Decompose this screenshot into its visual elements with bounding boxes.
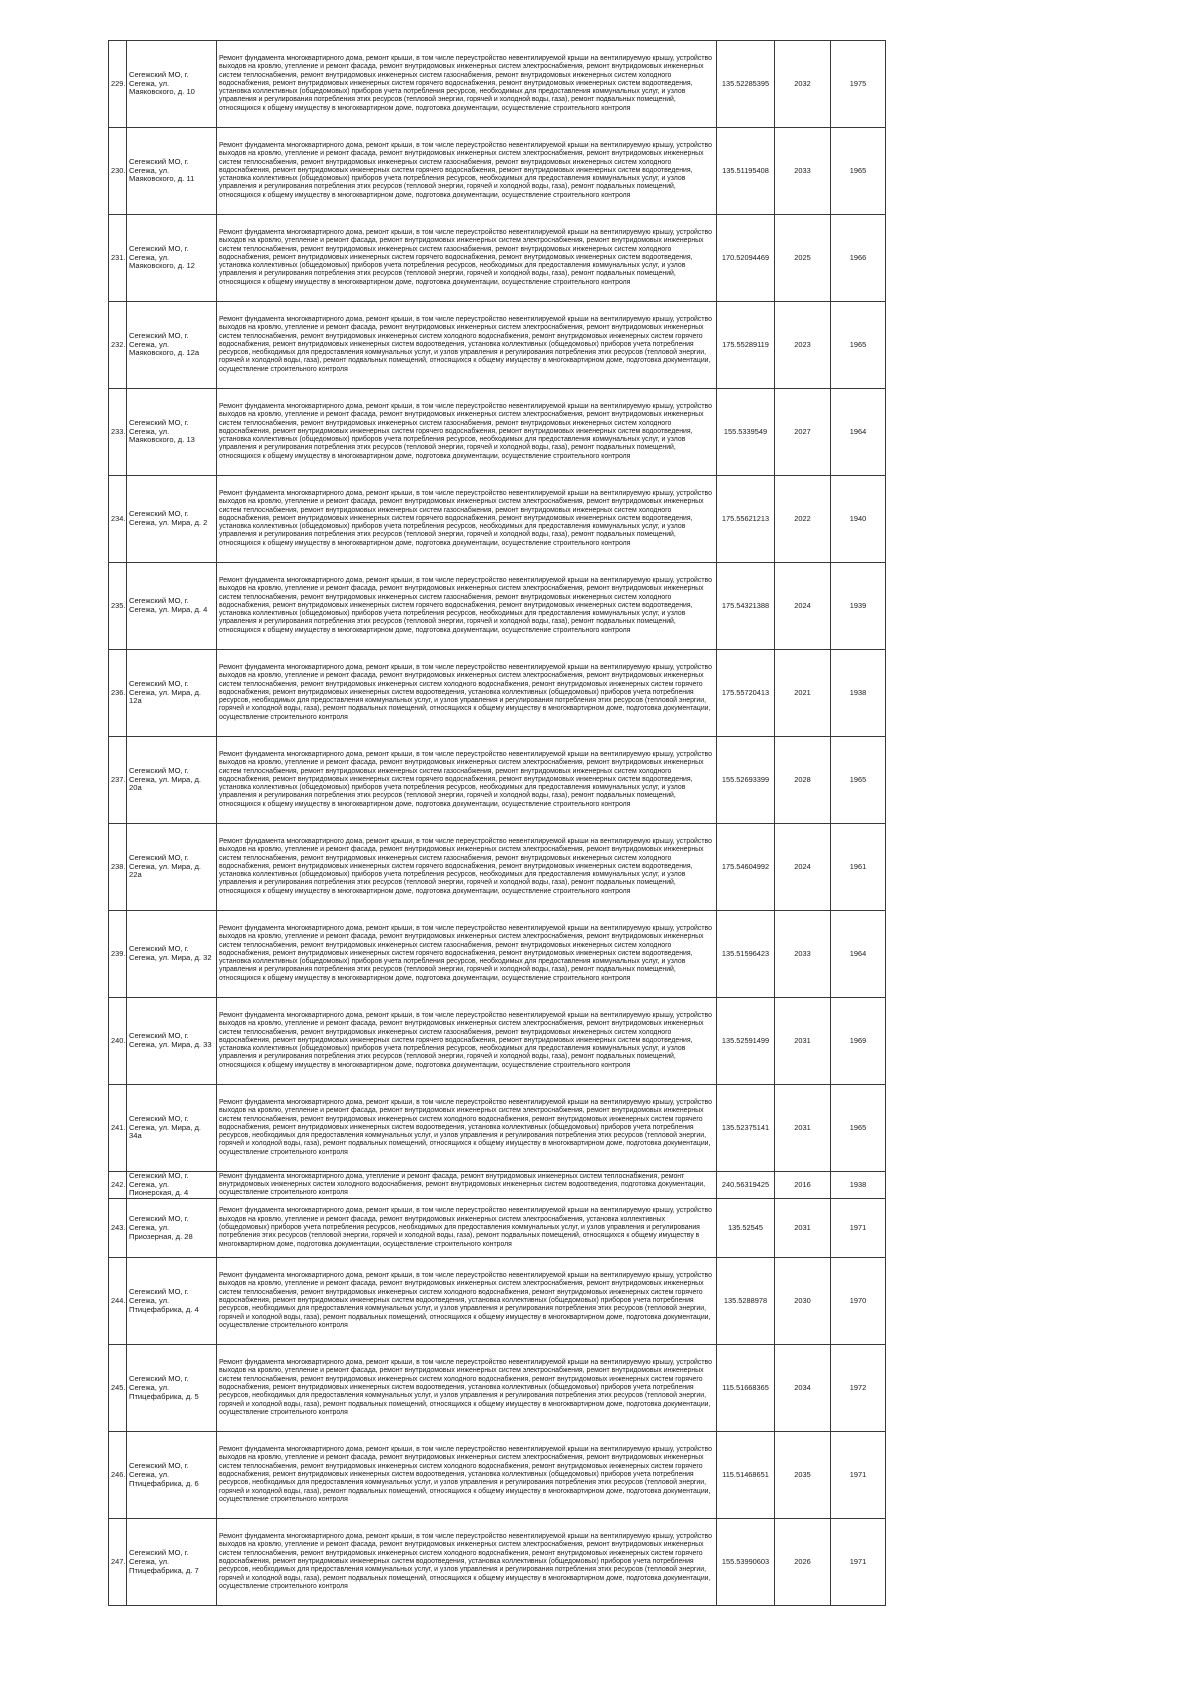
address-cell: Сегежский МО, г. Сегежа, ул. Птицефабрика, д. 5 xyxy=(127,1345,217,1432)
table-row xyxy=(109,389,886,476)
build-year-cell: 1971 xyxy=(831,1432,886,1519)
address-cell: Сегежский МО, г. Сегежа, ул. Маяковского, д. 11 xyxy=(127,128,217,215)
planned-year-cell: 2021 xyxy=(775,650,831,737)
build-year-cell: 1966 xyxy=(831,215,886,302)
row-number: 237. xyxy=(109,737,127,824)
build-year-cell: 1972 xyxy=(831,1345,886,1432)
planned-year-cell: 2016 xyxy=(775,1172,831,1199)
row-number: 243. xyxy=(109,1199,127,1258)
table-row xyxy=(109,563,886,650)
cost-cell: 135.52591499 xyxy=(717,998,775,1085)
cost-cell: 135.52285395 xyxy=(717,41,775,128)
works-cell: Ремонт фундамента многоквартирного дома, ремонт крыши, в том числе переустройство невентилируемой крыши на вентилируемую крышу, устройство выходов на кровлю, утепление и ремонт фасада, ремонт внутридомовых инженерных систем электроснабжения, ремонт внутридомовых инженерных систем теплоснабжения, ремонт внутридомовых инженерных систем холодного водоснабжения, ремонт внутридомовых инженерных систем горячего водоснабжения, ремонт внутридомовых инженерных систем водоотведения, установка коллективных (общедомовых) приборов учета потребления ресурсов, необходимых для предоставления коммунальных услуг, и узлов управления и регулирования потребления этих ресурсов (тепловой энергии, горячей и холодной воды, газа), ремонт подвальных помещений, относящихся к общему имуществу в многоквартирном доме, подготовка документации, осуществление строительного контроля xyxy=(217,1345,717,1432)
cost-cell: 135.52375141 xyxy=(717,1085,775,1172)
table-row xyxy=(109,128,886,215)
address-cell: Сегежский МО, г. Сегежа, ул. Мира, д. 20а xyxy=(127,737,217,824)
build-year-cell: 1965 xyxy=(831,737,886,824)
table-row xyxy=(109,1085,886,1172)
build-year-cell: 1938 xyxy=(831,1172,886,1199)
table-row xyxy=(109,998,886,1085)
planned-year-cell: 2031 xyxy=(775,1085,831,1172)
build-year-cell: 1939 xyxy=(831,563,886,650)
table-row xyxy=(109,215,886,302)
planned-year-cell: 2022 xyxy=(775,476,831,563)
works-cell: Ремонт фундамента многоквартирного дома, ремонт крыши, в том числе переустройство невентилируемой крыши на вентилируемую крышу, устройство выходов на кровлю, утепление и ремонт фасада, ремонт внутридомовых инженерных систем электроснабжения, ремонт внутридомовых инженерных систем теплоснабжения, ремонт внутридомовых инженерных систем холодного водоснабжения, ремонт внутридомовых инженерных систем горячего водоснабжения, ремонт внутридомовых инженерных систем водоотведения, установка коллективных (общедомовых) приборов учета потребления ресурсов, необходимых для предоставления коммунальных услуг, и узлов управления и регулирования потребления этих ресурсов (тепловой энергии, горячей и холодной воды, газа), ремонт подвальных помещений, относящихся к общему имуществу в многоквартирном доме, подготовка документации, осуществление строительного контроля xyxy=(217,1258,717,1345)
table-row xyxy=(109,824,886,911)
address-cell: Сегежский МО, г. Сегежа, ул. Маяковского, д. 10 xyxy=(127,41,217,128)
planned-year-cell: 2027 xyxy=(775,389,831,476)
table-row xyxy=(109,1258,886,1345)
table-row xyxy=(109,1172,886,1199)
planned-year-cell: 2032 xyxy=(775,41,831,128)
cost-cell: 135.52545 xyxy=(717,1199,775,1258)
table-row xyxy=(109,737,886,824)
works-cell: Ремонт фундамента многоквартирного дома, ремонт крыши, в том числе переустройство невентилируемой крыши на вентилируемую крышу, устройство выходов на кровлю, утепление и ремонт фасада, ремонт внутридомовых инженерных систем электроснабжения, ремонт внутридомовых инженерных систем теплоснабжения, ремонт внутридомовых инженерных систем холодного водоснабжения, ремонт внутридомовых инженерных систем горячего водоснабжения, ремонт внутридомовых инженерных систем водоотведения, установка коллективных (общедомовых) приборов учета потребления ресурсов, необходимых для предоставления коммунальных услуг, и узлов управления и регулирования потребления этих ресурсов (тепловой энергии, горячей и холодной воды, газа), ремонт подвальных помещений, относящихся к общему имуществу в многоквартирном доме, подготовка документации, осуществление строительного контроля xyxy=(217,650,717,737)
works-cell: Ремонт фундамента многоквартирного дома, ремонт крыши, в том числе переустройство невентилируемой крыши на вентилируемую крышу, устройство выходов на кровлю, утепление и ремонт фасада, ремонт внутридомовых инженерных систем электроснабжения, ремонт внутридомовых инженерных систем теплоснабжения, ремонт внутридомовых инженерных систем газоснабжения, ремонт внутридомовых инженерных систем холодного водоснабжения, ремонт внутридомовых инженерных систем горячего водоснабжения, ремонт внутридомовых инженерных систем водоотведения, установка коллективных (общедомовых) приборов учета потребления ресурсов, необходимых для предоставления коммунальных услуг, и узлов управления и регулирования потребления этих ресурсов (тепловой энергии, горячей и холодной воды, газа), ремонт подвальных помещений, относящихся к общему имуществу в многоквартирном доме, подготовка документации, осуществление строительного контроля xyxy=(217,911,717,998)
works-cell: Ремонт фундамента многоквартирного дома, ремонт крыши, в том числе переустройство невентилируемой крыши на вентилируемую крышу, устройство выходов на кровлю, утепление и ремонт фасада, ремонт внутридомовых инженерных систем электроснабжения, ремонт внутридомовых инженерных систем теплоснабжения, ремонт внутридомовых инженерных систем газоснабжения, ремонт внутридомовых инженерных систем холодного водоснабжения, ремонт внутридомовых инженерных систем горячего водоснабжения, ремонт внутридомовых инженерных систем водоотведения, установка коллективных (общедомовых) приборов учета потребления ресурсов, необходимых для предоставления коммунальных услуг, и узлов управления и регулирования потребления этих ресурсов (тепловой энергии, горячей и холодной воды, газа), ремонт подвальных помещений, относящихся к общему имуществу в многоквартирном доме, подготовка документации, осуществление строительного контроля xyxy=(217,998,717,1085)
cost-cell: 115.51668365 xyxy=(717,1345,775,1432)
cost-cell: 155.52693399 xyxy=(717,737,775,824)
row-number: 230. xyxy=(109,128,127,215)
table-row xyxy=(109,911,886,998)
planned-year-cell: 2026 xyxy=(775,1519,831,1606)
planned-year-cell: 2023 xyxy=(775,302,831,389)
row-number: 242. xyxy=(109,1172,127,1199)
cost-cell: 155.53990603 xyxy=(717,1519,775,1606)
cost-cell: 115.51468651 xyxy=(717,1432,775,1519)
works-cell: Ремонт фундамента многоквартирного дома, ремонт крыши, в том числе переустройство невентилируемой крыши на вентилируемую крышу, устройство выходов на кровлю, утепление и ремонт фасада, ремонт внутридомовых инженерных систем электроснабжения, ремонт внутридомовых инженерных систем теплоснабжения, ремонт внутридомовых инженерных систем газоснабжения, ремонт внутридомовых инженерных систем холодного водоснабжения, ремонт внутридомовых инженерных систем горячего водоснабжения, ремонт внутридомовых инженерных систем водоотведения, установка коллективных (общедомовых) приборов учета потребления ресурсов, необходимых для предоставления коммунальных услуг, и узлов управления и регулирования потребления этих ресурсов (тепловой энергии, горячей и холодной воды, газа), ремонт подвальных помещений, относящихся к общему имуществу в многоквартирном доме, подготовка документации, осуществление строительного контроля xyxy=(217,563,717,650)
cost-cell: 135.5288978 xyxy=(717,1258,775,1345)
planned-year-cell: 2031 xyxy=(775,1199,831,1258)
planned-year-cell: 2028 xyxy=(775,737,831,824)
works-cell: Ремонт фундамента многоквартирного дома, ремонт крыши, в том числе переустройство невентилируемой крыши на вентилируемую крышу, устройство выходов на кровлю, утепление и ремонт фасада, ремонт внутридомовых инженерных систем электроснабжения, ремонт внутридомовых инженерных систем теплоснабжения, ремонт внутридомовых инженерных систем газоснабжения, ремонт внутридомовых инженерных систем холодного водоснабжения, ремонт внутридомовых инженерных систем горячего водоснабжения, ремонт внутридомовых инженерных систем водоотведения, установка коллективных (общедомовых) приборов учета потребления ресурсов, необходимых для предоставления коммунальных услуг, и узлов управления и регулирования потребления этих ресурсов (тепловой энергии, горячей и холодной воды, газа), ремонт подвальных помещений, относящихся к общему имуществу в многоквартирном доме, подготовка документации, осуществление строительного контроля xyxy=(217,476,717,563)
planned-year-cell: 2030 xyxy=(775,1258,831,1345)
build-year-cell: 1971 xyxy=(831,1199,886,1258)
row-number: 246. xyxy=(109,1432,127,1519)
cost-cell: 175.55720413 xyxy=(717,650,775,737)
build-year-cell: 1969 xyxy=(831,998,886,1085)
table-row xyxy=(109,1432,886,1519)
planned-year-cell: 2031 xyxy=(775,998,831,1085)
table-row xyxy=(109,1519,886,1606)
planned-year-cell: 2024 xyxy=(775,824,831,911)
row-number: 241. xyxy=(109,1085,127,1172)
works-cell: Ремонт фундамента многоквартирного дома, ремонт крыши, в том числе переустройство невентилируемой крыши на вентилируемую крышу, устройство выходов на кровлю, утепление и ремонт фасада, ремонт внутридомовых инженерных систем электроснабжения, ремонт внутридомовых инженерных систем теплоснабжения, ремонт внутридомовых инженерных систем газоснабжения, ремонт внутридомовых инженерных систем холодного водоснабжения, ремонт внутридомовых инженерных систем горячего водоснабжения, ремонт внутридомовых инженерных систем водоотведения, установка коллективных (общедомовых) приборов учета потребления ресурсов, необходимых для предоставления коммунальных услуг, и узлов управления и регулирования потребления этих ресурсов (тепловой энергии, горячей и холодной воды, газа), ремонт подвальных помещений, относящихся к общему имуществу в многоквартирном доме, подготовка документации, осуществление строительного контроля xyxy=(217,824,717,911)
planned-year-cell: 2024 xyxy=(775,563,831,650)
planned-year-cell: 2025 xyxy=(775,215,831,302)
table-row xyxy=(109,302,886,389)
works-cell: Ремонт фундамента многоквартирного дома, ремонт крыши, в том числе переустройство невентилируемой крыши на вентилируемую крышу, устройство выходов на кровлю, утепление и ремонт фасада, ремонт внутридомовых инженерных систем электроснабжения, ремонт внутридомовых инженерных систем теплоснабжения, ремонт внутридомовых инженерных систем газоснабжения, ремонт внутридомовых инженерных систем холодного водоснабжения, ремонт внутридомовых инженерных систем горячего водоснабжения, ремонт внутридомовых инженерных систем водоотведения, установка коллективных (общедомовых) приборов учета потребления ресурсов, необходимых для предоставления коммунальных услуг, и узлов управления и регулирования потребления этих ресурсов (тепловой энергии, горячей и холодной воды, газа), ремонт подвальных помещений, относящихся к общему имуществу в многоквартирном доме, подготовка документации, осуществление строительного контроля xyxy=(217,128,717,215)
table-row xyxy=(109,650,886,737)
cost-cell: 175.54604992 xyxy=(717,824,775,911)
planned-year-cell: 2035 xyxy=(775,1432,831,1519)
build-year-cell: 1940 xyxy=(831,476,886,563)
works-cell: Ремонт фундамента многоквартирного дома, ремонт крыши, в том числе переустройство невентилируемой крыши на вентилируемую крышу, устройство выходов на кровлю, утепление и ремонт фасада, ремонт внутридомовых инженерных систем электроснабжения, ремонт внутридомовых инженерных систем теплоснабжения, ремонт внутридомовых инженерных систем газоснабжения, ремонт внутридомовых инженерных систем холодного водоснабжения, ремонт внутридомовых инженерных систем горячего водоснабжения, ремонт внутридомовых инженерных систем водоотведения, установка коллективных (общедомовых) приборов учета потребления ресурсов, необходимых для предоставления коммунальных услуг, и узлов управления и регулирования потребления этих ресурсов (тепловой энергии, горячей и холодной воды, газа), ремонт подвальных помещений, относящихся к общему имуществу в многоквартирном доме, подготовка документации, осуществление строительного контроля xyxy=(217,41,717,128)
table-row xyxy=(109,41,886,128)
row-number: 236. xyxy=(109,650,127,737)
build-year-cell: 1965 xyxy=(831,128,886,215)
works-cell: Ремонт фундамента многоквартирного дома, ремонт крыши, в том числе переустройство невентилируемой крыши на вентилируемую крышу, устройство выходов на кровлю, утепление и ремонт фасада, ремонт внутридомовых инженерных систем электроснабжения, ремонт внутридомовых инженерных систем теплоснабжения, ремонт внутридомовых инженерных систем газоснабжения, ремонт внутридомовых инженерных систем холодного водоснабжения, ремонт внутридомовых инженерных систем горячего водоснабжения, ремонт внутридомовых инженерных систем водоотведения, установка коллективных (общедомовых) приборов учета потребления ресурсов, необходимых для предоставления коммунальных услуг, и узлов управления и регулирования потребления этих ресурсов (тепловой энергии, горячей и холодной воды, газа), ремонт подвальных помещений, относящихся к общему имуществу в многоквартирном доме, подготовка документации, осуществление строительного контроля xyxy=(217,215,717,302)
row-number: 240. xyxy=(109,998,127,1085)
planned-year-cell: 2034 xyxy=(775,1345,831,1432)
row-number: 233. xyxy=(109,389,127,476)
address-cell: Сегежский МО, г. Сегежа, ул. Мира, д. 22а xyxy=(127,824,217,911)
address-cell: Сегежский МО, г. Сегежа, ул. Пионерская, д. 4 xyxy=(127,1172,217,1199)
address-cell: Сегежский МО, г. Сегежа, ул. Мира, д. 34а xyxy=(127,1085,217,1172)
address-cell: Сегежский МО, г. Сегежа, ул. Птицефабрика, д. 7 xyxy=(127,1519,217,1606)
row-number: 245. xyxy=(109,1345,127,1432)
works-cell: Ремонт фундамента многоквартирного дома, ремонт крыши, в том числе переустройство невентилируемой крыши на вентилируемую крышу, устройство выходов на кровлю, утепление и ремонт фасада, ремонт внутридомовых инженерных систем электроснабжения, ремонт внутридомовых инженерных систем теплоснабжения, ремонт внутридомовых инженерных систем холодного водоснабжения, ремонт внутридомовых инженерных систем горячего водоснабжения, ремонт внутридомовых инженерных систем водоотведения, установка коллективных (общедомовых) приборов учета потребления ресурсов, необходимых для предоставления коммунальных услуг, и узлов управления и регулирования потребления этих ресурсов (тепловой энергии, горячей и холодной воды, газа), ремонт подвальных помещений, относящихся к общему имуществу в многоквартирном доме, подготовка документации, осуществление строительного контроля xyxy=(217,1432,717,1519)
cost-cell: 240.56319425 xyxy=(717,1172,775,1199)
build-year-cell: 1970 xyxy=(831,1258,886,1345)
table-row xyxy=(109,1345,886,1432)
build-year-cell: 1965 xyxy=(831,1085,886,1172)
planned-year-cell: 2033 xyxy=(775,128,831,215)
build-year-cell: 1975 xyxy=(831,41,886,128)
row-number: 229. xyxy=(109,41,127,128)
address-cell: Сегежский МО, г. Сегежа, ул. Птицефабрика, д. 4 xyxy=(127,1258,217,1345)
cost-cell: 135.51596423 xyxy=(717,911,775,998)
row-number: 238. xyxy=(109,824,127,911)
table-body xyxy=(109,41,886,1606)
works-cell: Ремонт фундамента многоквартирного дома, ремонт крыши, в том числе переустройство невентилируемой крыши на вентилируемую крышу, устройство выходов на кровлю, утепление и ремонт фасада, ремонт внутридомовых инженерных систем электроснабжения, установка коллективных (общедомовых) приборов учета потребления ресурсов, необходимых для предоставления коммунальных услуг, и узлов управления и регулирования потребления этих ресурсов (тепловой энергии, горячей и холодной воды, газа), ремонт подвальных помещений, относящихся к общему имуществу в многоквартирном доме, подготовка документации, осуществление строительного контроля xyxy=(217,1199,717,1258)
row-number: 244. xyxy=(109,1258,127,1345)
works-cell: Ремонт фундамента многоквартирного дома, утепление и ремонт фасада, ремонт внутридомовых инженерных систем теплоснабжения, ремонт внутридомовых инженерных систем холодного водоснабжения, ремонт внутридомовых инженерных систем водоотведения, подготовка документации, осуществление строительного контроля xyxy=(217,1172,717,1199)
cost-cell: 175.54321388 xyxy=(717,563,775,650)
row-number: 247. xyxy=(109,1519,127,1606)
works-cell: Ремонт фундамента многоквартирного дома, ремонт крыши, в том числе переустройство невентилируемой крыши на вентилируемую крышу, устройство выходов на кровлю, утепление и ремонт фасада, ремонт внутридомовых инженерных систем электроснабжения, ремонт внутридомовых инженерных систем теплоснабжения, ремонт внутридомовых инженерных систем газоснабжения, ремонт внутридомовых инженерных систем холодного водоснабжения, ремонт внутридомовых инженерных систем горячего водоснабжения, ремонт внутридомовых инженерных систем водоотведения, установка коллективных (общедомовых) приборов учета потребления ресурсов, необходимых для предоставления коммунальных услуг, и узлов управления и регулирования потребления этих ресурсов (тепловой энергии, горячей и холодной воды, газа), ремонт подвальных помещений, относящихся к общему имуществу в многоквартирном доме, подготовка документации, осуществление строительного контроля xyxy=(217,737,717,824)
address-cell: Сегежский МО, г. Сегежа, ул. Мира, д. 2 xyxy=(127,476,217,563)
address-cell: Сегежский МО, г. Сегежа, ул. Приозерная, д. 28 xyxy=(127,1199,217,1258)
address-cell: Сегежский МО, г. Сегежа, ул. Маяковского, д. 13 xyxy=(127,389,217,476)
cost-cell: 170.52094469 xyxy=(717,215,775,302)
address-cell: Сегежский МО, г. Сегежа, ул. Мира, д. 33 xyxy=(127,998,217,1085)
address-cell: Сегежский МО, г. Сегежа, ул. Птицефабрика, д. 6 xyxy=(127,1432,217,1519)
address-cell: Сегежский МО, г. Сегежа, ул. Мира, д. 4 xyxy=(127,563,217,650)
address-cell: Сегежский МО, г. Сегежа, ул. Маяковского, д. 12а xyxy=(127,302,217,389)
works-cell: Ремонт фундамента многоквартирного дома, ремонт крыши, в том числе переустройство невентилируемой крыши на вентилируемую крышу, устройство выходов на кровлю, утепление и ремонт фасада, ремонт внутридомовых инженерных систем электроснабжения, ремонт внутридомовых инженерных систем теплоснабжения, ремонт внутридомовых инженерных систем холодного водоснабжения, ремонт внутридомовых инженерных систем горячего водоснабжения, ремонт внутридомовых инженерных систем водоотведения, установка коллективных (общедомовых) приборов учета потребления ресурсов, необходимых для предоставления коммунальных услуг, и узлов управления и регулирования потребления этих ресурсов (тепловой энергии, горячей и холодной воды, газа), ремонт подвальных помещений, относящихся к общему имуществу в многоквартирном доме, подготовка документации, осуществление строительного контроля xyxy=(217,302,717,389)
build-year-cell: 1938 xyxy=(831,650,886,737)
works-cell: Ремонт фундамента многоквартирного дома, ремонт крыши, в том числе переустройство невентилируемой крыши на вентилируемую крышу, устройство выходов на кровлю, утепление и ремонт фасада, ремонт внутридомовых инженерных систем электроснабжения, ремонт внутридомовых инженерных систем теплоснабжения, ремонт внутридомовых инженерных систем холодного водоснабжения, ремонт внутридомовых инженерных систем горячего водоснабжения, ремонт внутридомовых инженерных систем водоотведения, установка коллективных (общедомовых) приборов учета потребления ресурсов, необходимых для предоставления коммунальных услуг, и узлов управления и регулирования потребления этих ресурсов (тепловой энергии, горячей и холодной воды, газа), ремонт подвальных помещений, относящихся к общему имуществу в многоквартирном доме, подготовка документации, осуществление строительного контроля xyxy=(217,1085,717,1172)
works-cell: Ремонт фундамента многоквартирного дома, ремонт крыши, в том числе переустройство невентилируемой крыши на вентилируемую крышу, устройство выходов на кровлю, утепление и ремонт фасада, ремонт внутридомовых инженерных систем электроснабжения, ремонт внутридомовых инженерных систем теплоснабжения, ремонт внутридомовых инженерных систем холодного водоснабжения, ремонт внутридомовых инженерных систем горячего водоснабжения, ремонт внутридомовых инженерных систем водоотведения, установка коллективных (общедомовых) приборов учета потребления ресурсов, необходимых для предоставления коммунальных услуг, и узлов управления и регулирования потребления этих ресурсов (тепловой энергии, горячей и холодной воды, газа), ремонт подвальных помещений, относящихся к общему имуществу в многоквартирном доме, подготовка документации, осуществление строительного контроля xyxy=(217,1519,717,1606)
cost-cell: 155.5339549 xyxy=(717,389,775,476)
address-cell: Сегежский МО, г. Сегежа, ул. Маяковского, д. 12 xyxy=(127,215,217,302)
works-cell: Ремонт фундамента многоквартирного дома, ремонт крыши, в том числе переустройство невентилируемой крыши на вентилируемую крышу, устройство выходов на кровлю, утепление и ремонт фасада, ремонт внутридомовых инженерных систем электроснабжения, ремонт внутридомовых инженерных систем теплоснабжения, ремонт внутридомовых инженерных систем газоснабжения, ремонт внутридомовых инженерных систем холодного водоснабжения, ремонт внутридомовых инженерных систем горячего водоснабжения, ремонт внутридомовых инженерных систем водоотведения, установка коллективных (общедомовых) приборов учета потребления ресурсов, необходимых для предоставления коммунальных услуг, и узлов управления и регулирования потребления этих ресурсов (тепловой энергии, горячей и холодной воды, газа), ремонт подвальных помещений, относящихся к общему имуществу в многоквартирном доме, подготовка документации, осуществление строительного контроля xyxy=(217,389,717,476)
build-year-cell: 1971 xyxy=(831,1519,886,1606)
build-year-cell: 1964 xyxy=(831,911,886,998)
row-number: 234. xyxy=(109,476,127,563)
capital-repair-table xyxy=(108,40,886,1606)
row-number: 231. xyxy=(109,215,127,302)
build-year-cell: 1961 xyxy=(831,824,886,911)
row-number: 235. xyxy=(109,563,127,650)
build-year-cell: 1964 xyxy=(831,389,886,476)
table-row xyxy=(109,476,886,563)
cost-cell: 175.55621213 xyxy=(717,476,775,563)
planned-year-cell: 2033 xyxy=(775,911,831,998)
address-cell: Сегежский МО, г. Сегежа, ул. Мира, д. 12а xyxy=(127,650,217,737)
cost-cell: 135.51195408 xyxy=(717,128,775,215)
row-number: 232. xyxy=(109,302,127,389)
address-cell: Сегежский МО, г. Сегежа, ул. Мира, д. 32 xyxy=(127,911,217,998)
table-row xyxy=(109,1199,886,1258)
row-number: 239. xyxy=(109,911,127,998)
cost-cell: 175.55289119 xyxy=(717,302,775,389)
build-year-cell: 1965 xyxy=(831,302,886,389)
